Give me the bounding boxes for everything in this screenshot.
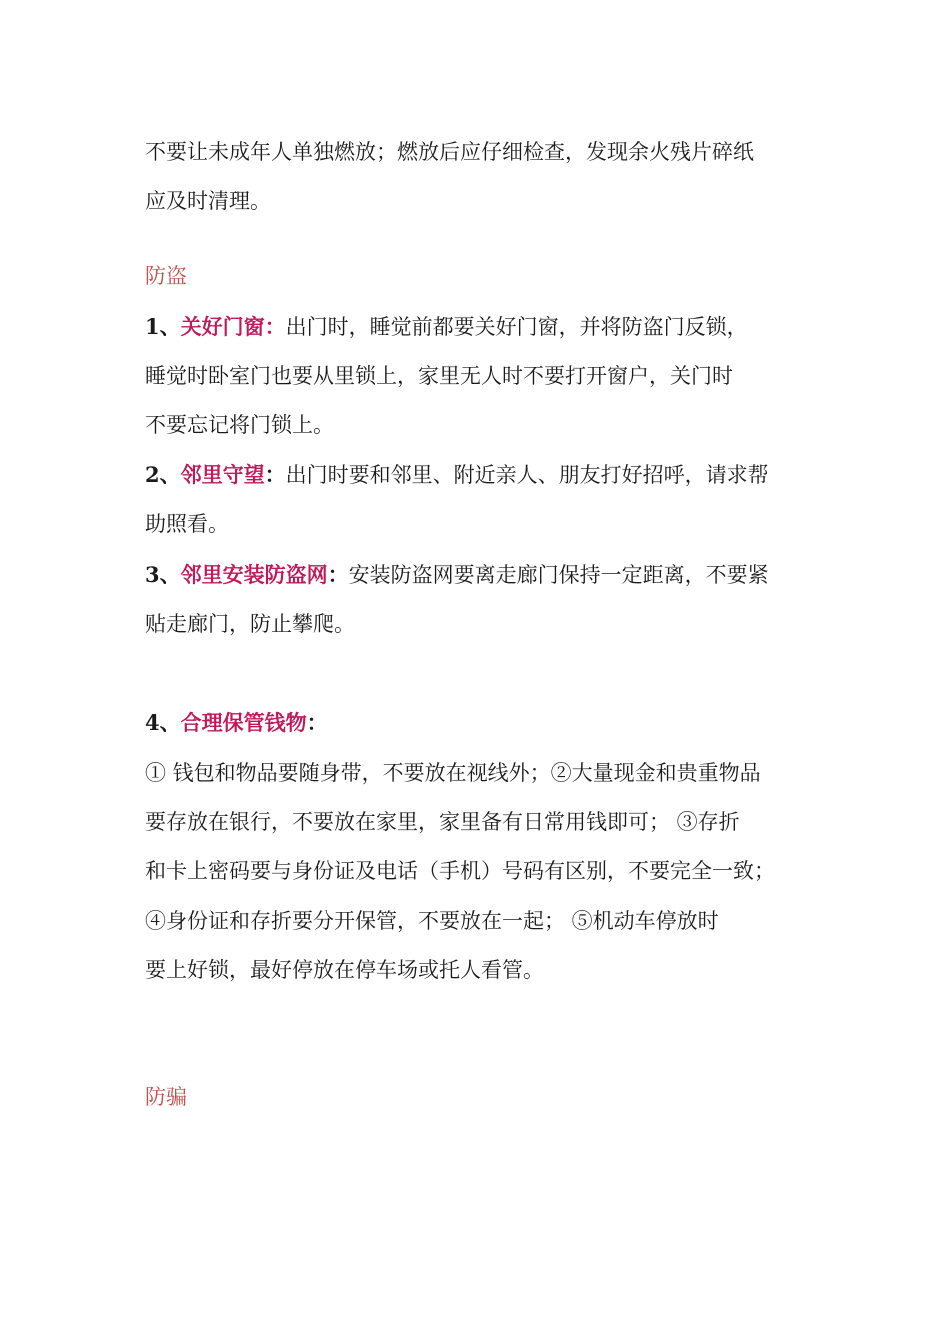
list-item-4-line-4: 和卡上密码要与身份证及电话（手机）号码有区别，不要完全一致； — [145, 859, 775, 883]
list-item-1-line-2: 睡觉时卧室门也要从里锁上，家里无人时不要打开窗户，关门时 — [145, 364, 733, 388]
list-item-separator: ： — [264, 462, 286, 487]
list-item-3-line-1 — [145, 561, 769, 589]
list-item-keyword: 邻里守望 — [180, 462, 265, 487]
intro-line-2: 应及时清理。 — [145, 189, 271, 213]
list-item-number: 4、 — [145, 710, 181, 735]
list-item-keyword: 关好门窗 — [180, 314, 265, 339]
list-item-4-line-1 — [145, 709, 328, 737]
list-item-4-line-6: 要上好锁，最好停放在停车场或托人看管。 — [145, 958, 544, 982]
list-item-text: 出门时要和邻里、附近亲人、朋友打好招呼，请求帮 — [285, 463, 769, 487]
intro-line-1: 不要让未成年人单独燃放；燃放后应仔细检查，发现余火残片碎纸 — [145, 140, 754, 164]
list-item-1-line-1 — [145, 313, 748, 341]
list-item-separator: ： — [306, 710, 328, 735]
list-item-separator: ： — [327, 562, 349, 587]
list-item-number: 1、 — [145, 314, 181, 339]
list-item-3-line-2: 贴走廊门，防止攀爬。 — [145, 612, 355, 636]
list-item-separator: ： — [264, 314, 286, 339]
list-item-keyword: 邻里安装防盗网 — [180, 562, 328, 587]
list-item-keyword: 合理保管钱物 — [180, 710, 307, 735]
list-item-number: 2、 — [145, 462, 181, 487]
list-item-text: 安装防盗网要离走廊门保持一定距离，不要紧 — [348, 563, 769, 587]
list-item-2-line-1 — [145, 461, 769, 489]
list-item-text: 出门时，睡觉前都要关好门窗，并将防盗门反锁， — [285, 315, 748, 339]
list-item-1-line-3: 不要忘记将门锁上。 — [145, 413, 334, 437]
section-heading-antifraud: 防骗 — [145, 1085, 187, 1109]
list-item-4-line-3: 要存放在银行，不要放在家里，家里备有日常用钱即可； ③存折 — [145, 810, 740, 834]
section-heading-antitheft: 防盗 — [145, 264, 187, 288]
list-item-4-line-2: ① 钱包和物品要随身带，不要放在视线外；②大量现金和贵重物品 — [145, 761, 761, 785]
list-item-2-line-2: 助照看。 — [145, 512, 229, 536]
list-item-4-line-5: ④身份证和存折要分开保管，不要放在一起； ⑤机动车停放时 — [145, 909, 719, 933]
list-item-number: 3、 — [145, 562, 181, 587]
